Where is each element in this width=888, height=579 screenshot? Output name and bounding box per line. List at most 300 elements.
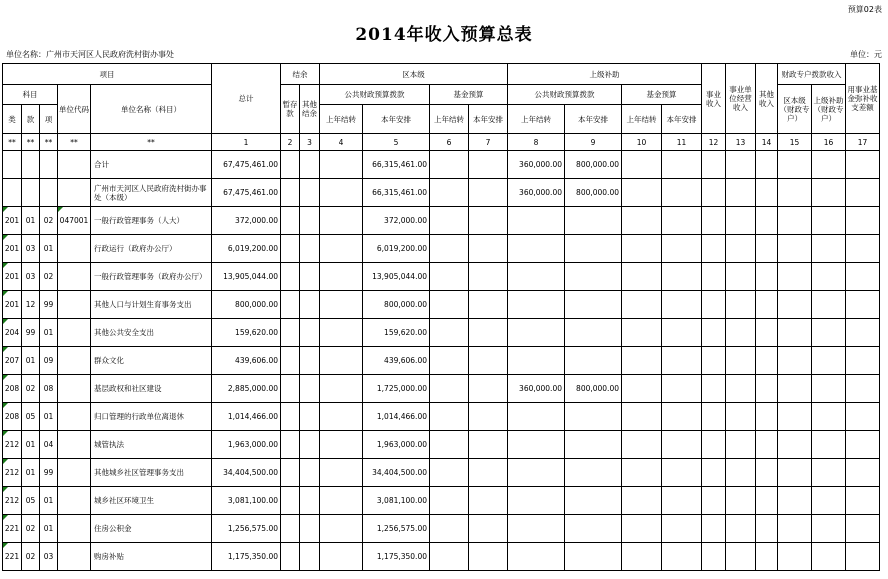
stars-cell: **	[3, 134, 22, 151]
cell-c8: 360,000.00	[508, 179, 565, 207]
cell-c6	[430, 207, 469, 235]
cell-c16	[812, 207, 846, 235]
col-number: 1	[212, 134, 281, 151]
cell-c4	[320, 151, 363, 179]
cell-name: 住房公积金	[91, 515, 212, 543]
cell-c11	[662, 179, 702, 207]
cell-c7	[469, 543, 508, 571]
cell-c14	[756, 263, 778, 291]
cell-kuan: 99	[22, 319, 40, 347]
cell-total: 34,404,500.00	[212, 459, 281, 487]
col-number: 15	[778, 134, 812, 151]
cell-c5: 1,963,000.00	[363, 431, 430, 459]
cell-c9	[565, 403, 622, 431]
cell-kuan: 05	[22, 487, 40, 515]
cell-c12	[702, 291, 726, 319]
cell-lei	[3, 179, 22, 207]
cell-lei: 207	[3, 347, 22, 375]
cell-total: 439,606.00	[212, 347, 281, 375]
cell-c11	[662, 515, 702, 543]
cell-kuan	[22, 151, 40, 179]
cell-name: 合计	[91, 151, 212, 179]
cell-c5: 13,905,044.00	[363, 263, 430, 291]
cell-c11	[662, 431, 702, 459]
cell-c15	[778, 235, 812, 263]
cell-xiang: 02	[40, 207, 58, 235]
cell-c16	[812, 487, 846, 515]
cell-xiang: 01	[40, 235, 58, 263]
cell-total: 372,000.00	[212, 207, 281, 235]
cell-c9	[565, 263, 622, 291]
cell-xiang: 01	[40, 403, 58, 431]
col-number: 16	[812, 134, 846, 151]
cell-c14	[756, 151, 778, 179]
header-this-year: 本年安排	[662, 105, 702, 134]
cell-lei: 212	[3, 487, 22, 515]
cell-kuan: 03	[22, 263, 40, 291]
cell-xiang	[40, 179, 58, 207]
cell-c8	[508, 431, 565, 459]
cell-c10	[622, 207, 662, 235]
cell-c2	[281, 543, 300, 571]
cell-c13	[726, 431, 756, 459]
cell-c5: 372,000.00	[363, 207, 430, 235]
cell-name: 行政运行（政府办公厅）	[91, 235, 212, 263]
cell-c14	[756, 515, 778, 543]
header-xiang: 项	[40, 105, 58, 134]
cell-kuan: 02	[22, 515, 40, 543]
cell-c16	[812, 291, 846, 319]
cell-c11	[662, 207, 702, 235]
cell-kuan: 01	[22, 347, 40, 375]
col-number: 9	[565, 134, 622, 151]
cell-c7	[469, 347, 508, 375]
cell-lei: 208	[3, 375, 22, 403]
cell-total: 1,175,350.00	[212, 543, 281, 571]
cell-name: 一般行政管理事务（政府办公厅）	[91, 263, 212, 291]
header-operating-income: 事业单位经营收入	[726, 64, 756, 134]
cell-c7	[469, 235, 508, 263]
cell-c17	[846, 543, 880, 571]
cell-c14	[756, 543, 778, 571]
cell-lei: 201	[3, 263, 22, 291]
cell-c10	[622, 515, 662, 543]
cell-total: 1,014,466.00	[212, 403, 281, 431]
table-row	[3, 459, 880, 487]
cell-total: 159,620.00	[212, 319, 281, 347]
cell-c13	[726, 263, 756, 291]
header-superior: 上级补助	[508, 64, 702, 85]
cell-c8: 360,000.00	[508, 375, 565, 403]
cell-c4	[320, 431, 363, 459]
cell-c14	[756, 235, 778, 263]
cell-c11	[662, 487, 702, 515]
cell-c3	[300, 263, 320, 291]
cell-c5: 159,620.00	[363, 319, 430, 347]
cell-kuan: 02	[22, 375, 40, 403]
cell-c9	[565, 487, 622, 515]
cell-c4	[320, 487, 363, 515]
cell-c11	[662, 263, 702, 291]
cell-lei: 204	[3, 319, 22, 347]
cell-c8	[508, 319, 565, 347]
cell-c10	[622, 403, 662, 431]
cell-c16	[812, 459, 846, 487]
cell-kuan	[22, 179, 40, 207]
cell-c3	[300, 375, 320, 403]
cell-c6	[430, 515, 469, 543]
header-prev-carry: 上年结转	[508, 105, 565, 134]
header-this-year: 本年安排	[363, 105, 430, 134]
header-subject: 科目	[3, 85, 58, 105]
cell-c4	[320, 235, 363, 263]
col-number: 7	[469, 134, 508, 151]
cell-c17	[846, 179, 880, 207]
cell-c12	[702, 207, 726, 235]
header-this-year: 本年安排	[565, 105, 622, 134]
col-number: 2	[281, 134, 300, 151]
cell-c2	[281, 487, 300, 515]
cell-lei: 201	[3, 291, 22, 319]
cell-lei: 212	[3, 459, 22, 487]
table-row	[3, 543, 880, 571]
cell-code	[58, 179, 91, 207]
cell-name: 其他城乡社区管理事务支出	[91, 459, 212, 487]
cell-c13	[726, 515, 756, 543]
cell-c6	[430, 543, 469, 571]
cell-c7	[469, 403, 508, 431]
cell-code	[58, 319, 91, 347]
cell-c12	[702, 179, 726, 207]
cell-c13	[726, 179, 756, 207]
cell-c8: 360,000.00	[508, 151, 565, 179]
cell-c5: 3,081,100.00	[363, 487, 430, 515]
cell-c13	[726, 291, 756, 319]
cell-c3	[300, 235, 320, 263]
cell-c5: 66,315,461.00	[363, 179, 430, 207]
cell-c9	[565, 319, 622, 347]
cell-total: 2,885,000.00	[212, 375, 281, 403]
cell-c7	[469, 319, 508, 347]
cell-xiang: 01	[40, 487, 58, 515]
cell-c2	[281, 319, 300, 347]
cell-c12	[702, 459, 726, 487]
cell-c7	[469, 515, 508, 543]
cell-c14	[756, 319, 778, 347]
cell-c9	[565, 347, 622, 375]
cell-c3	[300, 291, 320, 319]
cell-lei: 201	[3, 235, 22, 263]
header-lei: 类	[3, 105, 22, 134]
cell-c11	[662, 403, 702, 431]
header-prev-carry: 上年结转	[622, 105, 662, 134]
cell-c7	[469, 179, 508, 207]
unit-line	[6, 49, 882, 60]
cell-c12	[702, 347, 726, 375]
cell-c10	[622, 291, 662, 319]
cell-c6	[430, 487, 469, 515]
cell-c12	[702, 543, 726, 571]
cell-c2	[281, 375, 300, 403]
cell-c10	[622, 347, 662, 375]
cell-c14	[756, 403, 778, 431]
cell-c8	[508, 291, 565, 319]
cell-code	[58, 515, 91, 543]
cell-total: 67,475,461.00	[212, 151, 281, 179]
table-row	[3, 291, 880, 319]
cell-kuan: 03	[22, 235, 40, 263]
cell-c9	[565, 235, 622, 263]
cell-c16	[812, 375, 846, 403]
header-project: 项目	[3, 64, 212, 85]
cell-name: 其他人口与计划生育事务支出	[91, 291, 212, 319]
cell-c12	[702, 263, 726, 291]
stars-cell: **	[58, 134, 91, 151]
header-total: 总计	[212, 64, 281, 134]
cell-c12	[702, 487, 726, 515]
cell-c17	[846, 291, 880, 319]
header-fiscal-special: 财政专户拨款收入	[778, 64, 846, 85]
cell-c17	[846, 375, 880, 403]
cell-c4	[320, 263, 363, 291]
cell-c10	[622, 431, 662, 459]
header-prev-carry: 上年结转	[320, 105, 363, 134]
cell-c10	[622, 543, 662, 571]
cell-c9: 800,000.00	[565, 179, 622, 207]
cell-c6	[430, 235, 469, 263]
cell-c4	[320, 291, 363, 319]
cell-lei: 201	[3, 207, 22, 235]
cell-c4	[320, 515, 363, 543]
cell-c12	[702, 515, 726, 543]
cell-c11	[662, 459, 702, 487]
cell-c4	[320, 179, 363, 207]
cell-c14	[756, 347, 778, 375]
cell-c5: 1,014,466.00	[363, 403, 430, 431]
cell-c6	[430, 459, 469, 487]
cell-c9	[565, 543, 622, 571]
cell-c15	[778, 431, 812, 459]
cell-total: 6,019,200.00	[212, 235, 281, 263]
header-district: 区本级	[320, 64, 508, 85]
cell-c5: 1,256,575.00	[363, 515, 430, 543]
header-district-fiscal: 区本级（财政专户）	[778, 85, 812, 134]
form-code: 预算02表	[847, 5, 882, 14]
cell-lei: 221	[3, 515, 22, 543]
cell-c17	[846, 347, 880, 375]
cell-c15	[778, 263, 812, 291]
cell-c12	[702, 319, 726, 347]
cell-c15	[778, 319, 812, 347]
cell-c10	[622, 235, 662, 263]
cell-c17	[846, 235, 880, 263]
cell-c13	[726, 403, 756, 431]
cell-c4	[320, 459, 363, 487]
table-row	[3, 319, 880, 347]
cell-lei: 212	[3, 431, 22, 459]
cell-code	[58, 347, 91, 375]
cell-xiang: 01	[40, 319, 58, 347]
cell-c2	[281, 459, 300, 487]
cell-c17	[846, 515, 880, 543]
cell-c3	[300, 179, 320, 207]
cell-xiang: 03	[40, 543, 58, 571]
cell-total: 1,256,575.00	[212, 515, 281, 543]
cell-c7	[469, 263, 508, 291]
cell-c6	[430, 375, 469, 403]
cell-c8	[508, 263, 565, 291]
cell-c8	[508, 235, 565, 263]
budget-table	[2, 63, 880, 571]
cell-kuan: 05	[22, 403, 40, 431]
header-superior-fiscal: 上级补助（财政专户）	[812, 85, 846, 134]
cell-c14	[756, 375, 778, 403]
cell-xiang: 99	[40, 459, 58, 487]
col-number: 5	[363, 134, 430, 151]
cell-c9: 800,000.00	[565, 151, 622, 179]
col-number: 14	[756, 134, 778, 151]
cell-c2	[281, 515, 300, 543]
cell-c15	[778, 459, 812, 487]
cell-xiang: 08	[40, 375, 58, 403]
col-number: 10	[622, 134, 662, 151]
cell-name: 城乡社区环境卫生	[91, 487, 212, 515]
table-row	[3, 179, 880, 207]
cell-c7	[469, 207, 508, 235]
cell-c15	[778, 487, 812, 515]
cell-c13	[726, 487, 756, 515]
col-number: 6	[430, 134, 469, 151]
cell-c11	[662, 375, 702, 403]
cell-c15	[778, 347, 812, 375]
col-number: 13	[726, 134, 756, 151]
cell-c15	[778, 515, 812, 543]
table-row	[3, 347, 880, 375]
col-number: 4	[320, 134, 363, 151]
cell-c12	[702, 235, 726, 263]
cell-c3	[300, 207, 320, 235]
header-prev-carry: 上年结转	[430, 105, 469, 134]
cell-c10	[622, 487, 662, 515]
cell-c10	[622, 459, 662, 487]
cell-c9	[565, 431, 622, 459]
header-this-year: 本年安排	[469, 105, 508, 134]
cell-c14	[756, 207, 778, 235]
cell-c2	[281, 347, 300, 375]
cell-c4	[320, 319, 363, 347]
cell-c2	[281, 403, 300, 431]
cell-c8	[508, 459, 565, 487]
cell-c3	[300, 151, 320, 179]
cell-c7	[469, 459, 508, 487]
cell-c14	[756, 179, 778, 207]
cell-c5: 1,175,350.00	[363, 543, 430, 571]
cell-c4	[320, 403, 363, 431]
table-row	[3, 431, 880, 459]
col-number: 11	[662, 134, 702, 151]
cell-c13	[726, 235, 756, 263]
cell-code	[58, 291, 91, 319]
cell-c5: 66,315,461.00	[363, 151, 430, 179]
cell-c13	[726, 543, 756, 571]
stars-cell: **	[91, 134, 212, 151]
page-title: 2014年收入预算总表	[355, 25, 533, 45]
cell-total: 1,963,000.00	[212, 431, 281, 459]
cell-c16	[812, 151, 846, 179]
cell-c3	[300, 347, 320, 375]
cell-total: 67,475,461.00	[212, 179, 281, 207]
header-other-income: 其他收入	[756, 64, 778, 134]
cell-name: 一般行政管理事务（人大）	[91, 207, 212, 235]
cell-c8	[508, 207, 565, 235]
cell-c15	[778, 151, 812, 179]
header-superior-public: 公共财政预算拨款	[508, 85, 622, 105]
stars-cell: **	[40, 134, 58, 151]
cell-xiang: 99	[40, 291, 58, 319]
cell-c12	[702, 151, 726, 179]
table-row	[3, 515, 880, 543]
cell-c10	[622, 179, 662, 207]
cell-c2	[281, 263, 300, 291]
cell-c11	[662, 347, 702, 375]
cell-c16	[812, 403, 846, 431]
cell-c10	[622, 263, 662, 291]
cell-lei: 208	[3, 403, 22, 431]
header-unit-name: 单位名称（科目）	[91, 85, 212, 134]
table-row	[3, 263, 880, 291]
cell-c3	[300, 403, 320, 431]
cell-c2	[281, 291, 300, 319]
cell-c15	[778, 207, 812, 235]
cell-name: 群众文化	[91, 347, 212, 375]
header-other-jieyu: 其他结余	[300, 85, 320, 134]
cell-c5: 439,606.00	[363, 347, 430, 375]
cell-total: 13,905,044.00	[212, 263, 281, 291]
cell-c14	[756, 431, 778, 459]
cell-c6	[430, 179, 469, 207]
cell-code	[58, 459, 91, 487]
cell-c3	[300, 487, 320, 515]
cell-code	[58, 543, 91, 571]
cell-name: 基层政权和社区建设	[91, 375, 212, 403]
cell-xiang: 01	[40, 515, 58, 543]
cell-c16	[812, 515, 846, 543]
cell-c7	[469, 431, 508, 459]
cell-c16	[812, 179, 846, 207]
table-row	[3, 151, 880, 179]
header-district-fund: 基金预算	[430, 85, 508, 105]
cell-c7	[469, 151, 508, 179]
cell-c11	[662, 543, 702, 571]
cell-c10	[622, 151, 662, 179]
cell-c11	[662, 151, 702, 179]
table-row	[3, 487, 880, 515]
cell-total: 800,000.00	[212, 291, 281, 319]
table-row	[3, 403, 880, 431]
cell-code	[58, 151, 91, 179]
cell-c8	[508, 403, 565, 431]
cell-name: 归口管理的行政单位离退休	[91, 403, 212, 431]
cell-c4	[320, 375, 363, 403]
cell-c10	[622, 319, 662, 347]
cell-name: 广州市天河区人民政府洗村街办事处（本级）	[91, 179, 212, 207]
cell-kuan: 01	[22, 207, 40, 235]
cell-kuan: 12	[22, 291, 40, 319]
cell-c9	[565, 515, 622, 543]
currency-unit: 单位：元	[850, 50, 882, 59]
cell-c6	[430, 291, 469, 319]
cell-c2	[281, 431, 300, 459]
